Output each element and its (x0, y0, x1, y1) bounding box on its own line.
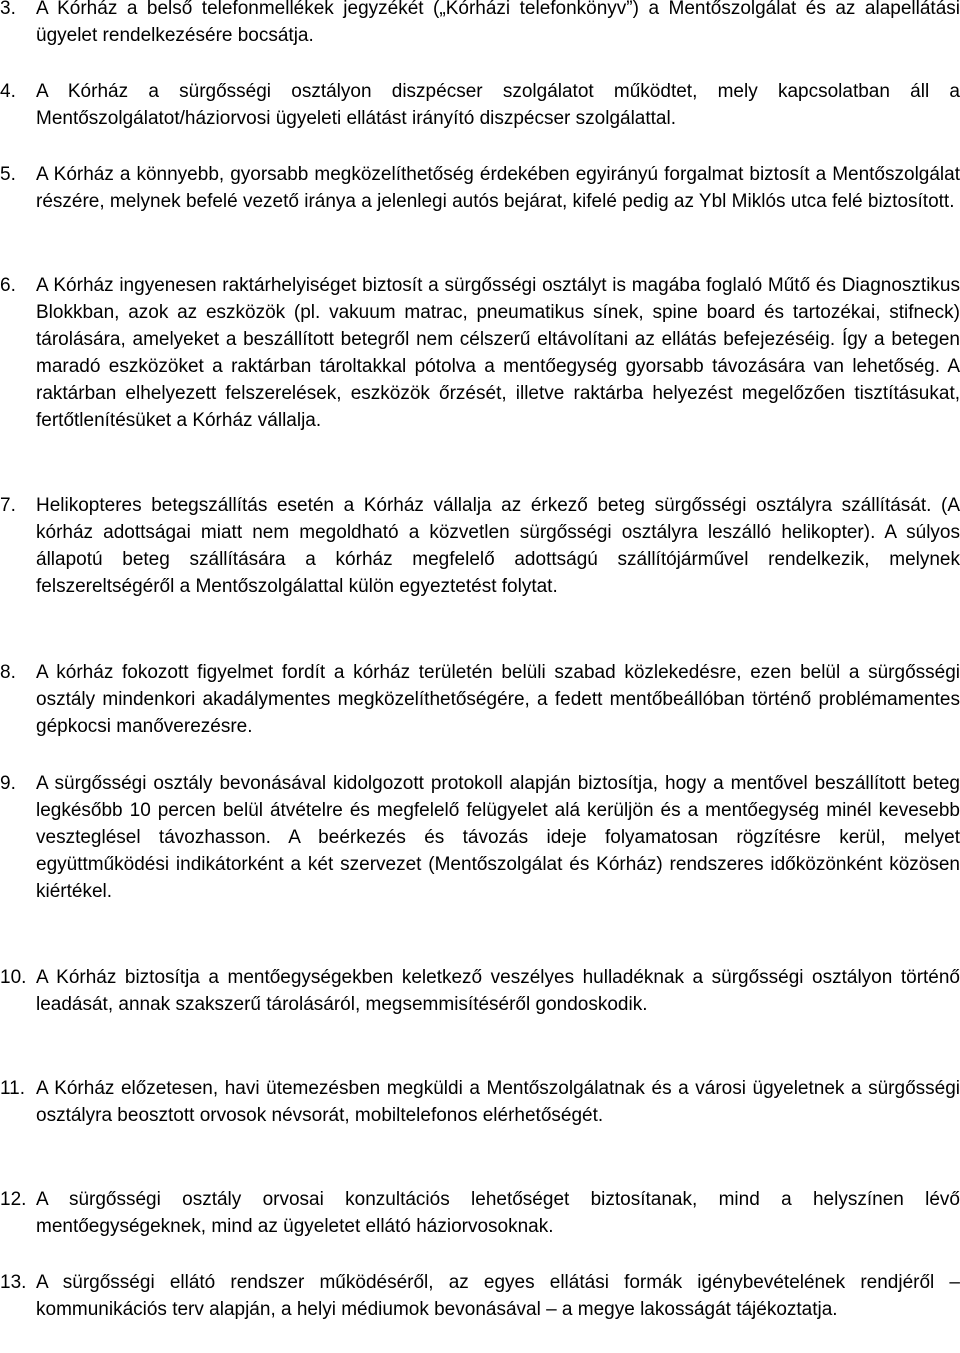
item-text: A Kórház biztosítja a mentőegységekben keletkező veszélyes hulladéknak a sürgősségi osztályon történő leadását, annak szakszerű tárolásáról, megsemmisítéséről gondoskodik. (36, 967, 960, 1015)
list-item-12 (0, 1186, 960, 1240)
item-text: A sürgősségi osztály bevonásával kidolgozott protokoll alapján biztosítja, hogy a mentővel beszállított beteg legkésőbb 10 percen belül átvételre és megfelelő felügyelet alá kerüljön és a mentőegység minél kevesebb veszteglésel távozhasson. A beérkezés és távozás ideje folyamatosan rögzítésre kerül, melyet együttműködési indikátorként a két szervezet (Mentőszolgálat és Kórház) rendszeres időközönként közösen kiértékel. (36, 773, 960, 902)
list-item-8 (0, 659, 960, 740)
list-item-3 (0, 0, 960, 49)
item-text: Helikopteres betegszállítás esetén a Kórház vállalja az érkező beteg sürgősségi osztályra szállítását. (A kórház adottságai miatt nem megoldható a közvetlen sürgősségi osztályra leszálló helikopter). A súlyos állapotú beteg szállítására a kórház megfelelő adottságú szállítójárművel rendelkezik, melynek felszereltségéről a Mentőszolgálattal külön egyeztetést folytat. (36, 495, 960, 597)
list-item-4 (0, 78, 960, 132)
item-number: 9. (0, 773, 16, 794)
item-text: A Kórház a sürgősségi osztályon diszpécser szolgálatot működtet, mely kapcsolatban áll a Mentőszolgálatot/háziorvosi ügyeleti ellátást irányító diszpécser szolgálattal. (36, 81, 960, 129)
item-number: 12. (0, 1189, 27, 1210)
list-item-10 (0, 964, 960, 1018)
item-number: 7. (0, 495, 16, 516)
item-number: 10. (0, 967, 27, 988)
item-text: A kórház fokozott figyelmet fordít a kórház területén belüli szabad közlekedésre, ezen belül a sürgősségi osztály mindenkori akadálymentes megközelíthetőségére, a fedett mentőbeállóban történő problémamentes gépkocsi manőverezésre. (36, 662, 960, 737)
item-number: 8. (0, 662, 16, 683)
list-item-5 (0, 161, 960, 215)
item-number: 4. (0, 81, 16, 102)
item-number: 3. (0, 0, 16, 19)
item-text: A Kórház a könnyebb, gyorsabb megközelíthetőség érdekében egyirányú forgalmat biztosít a Mentőszolgálat részére, melynek befelé vezető iránya a jelenlegi autós bejárat, kifelé pedig az Ybl Miklós utca felé biztosított. (36, 164, 960, 212)
list-item-11 (0, 1075, 960, 1129)
item-number: 11. (0, 1078, 26, 1099)
item-number: 13. (0, 1272, 27, 1293)
list-item-6 (0, 272, 960, 434)
item-text: A sürgősségi ellátó rendszer működéséről, az egyes ellátási formák igénybevételének rendjéről – kommunikációs terv alapján, a helyi médiumok bevonásával – a megye lakosságát tájékoztatja. (36, 1272, 960, 1320)
item-number: 5. (0, 164, 16, 185)
list-item-9 (0, 770, 960, 905)
item-text: A Kórház ingyenesen raktárhelyiséget biztosít a sürgősségi osztályt is magába foglaló Műtő és Diagnosztikus Blokkban, azok az eszközök (pl. vakuum matrac, pneumatikus sínek, spine board és tartozékai, stifneck) tárolására, amelyeket a beszállított betegről nem célszerű eltávolítani az ellátás befejezéséig. Így a betegen maradó eszközöket a raktárban tároltakkal pótolva a mentőegység gyorsabb távozására van lehetőség. A raktárban elhelyezett felszerelések, eszközök őrzését, illetve raktárba helyezést megelőzően tisztításukat, fertőtlenítésüket a Kórház vállalja. (36, 275, 960, 431)
item-text: A sürgősségi osztály orvosai konzultációs lehetőséget biztosítanak, mind a helyszínen lévő mentőegységeknek, mind az ügyeletet ellátó háziorvosoknak. (36, 1189, 960, 1237)
item-text: A Kórház előzetesen, havi ütemezésben megküldi a Mentőszolgálatnak és a városi ügyeletnek a sürgősségi osztályra beosztott orvosok névsorát, mobiltelefonos elérhetőségét. (36, 1078, 960, 1126)
list-item-13 (0, 1269, 960, 1323)
item-number: 6. (0, 275, 16, 296)
item-text: A Kórház a belső telefonmellékek jegyzékét („Kórházi telefonkönyv”) a Mentőszolgálat és az alapellátási ügyelet rendelkezésére bocsátja. (36, 0, 960, 46)
list-item-7 (0, 492, 960, 600)
